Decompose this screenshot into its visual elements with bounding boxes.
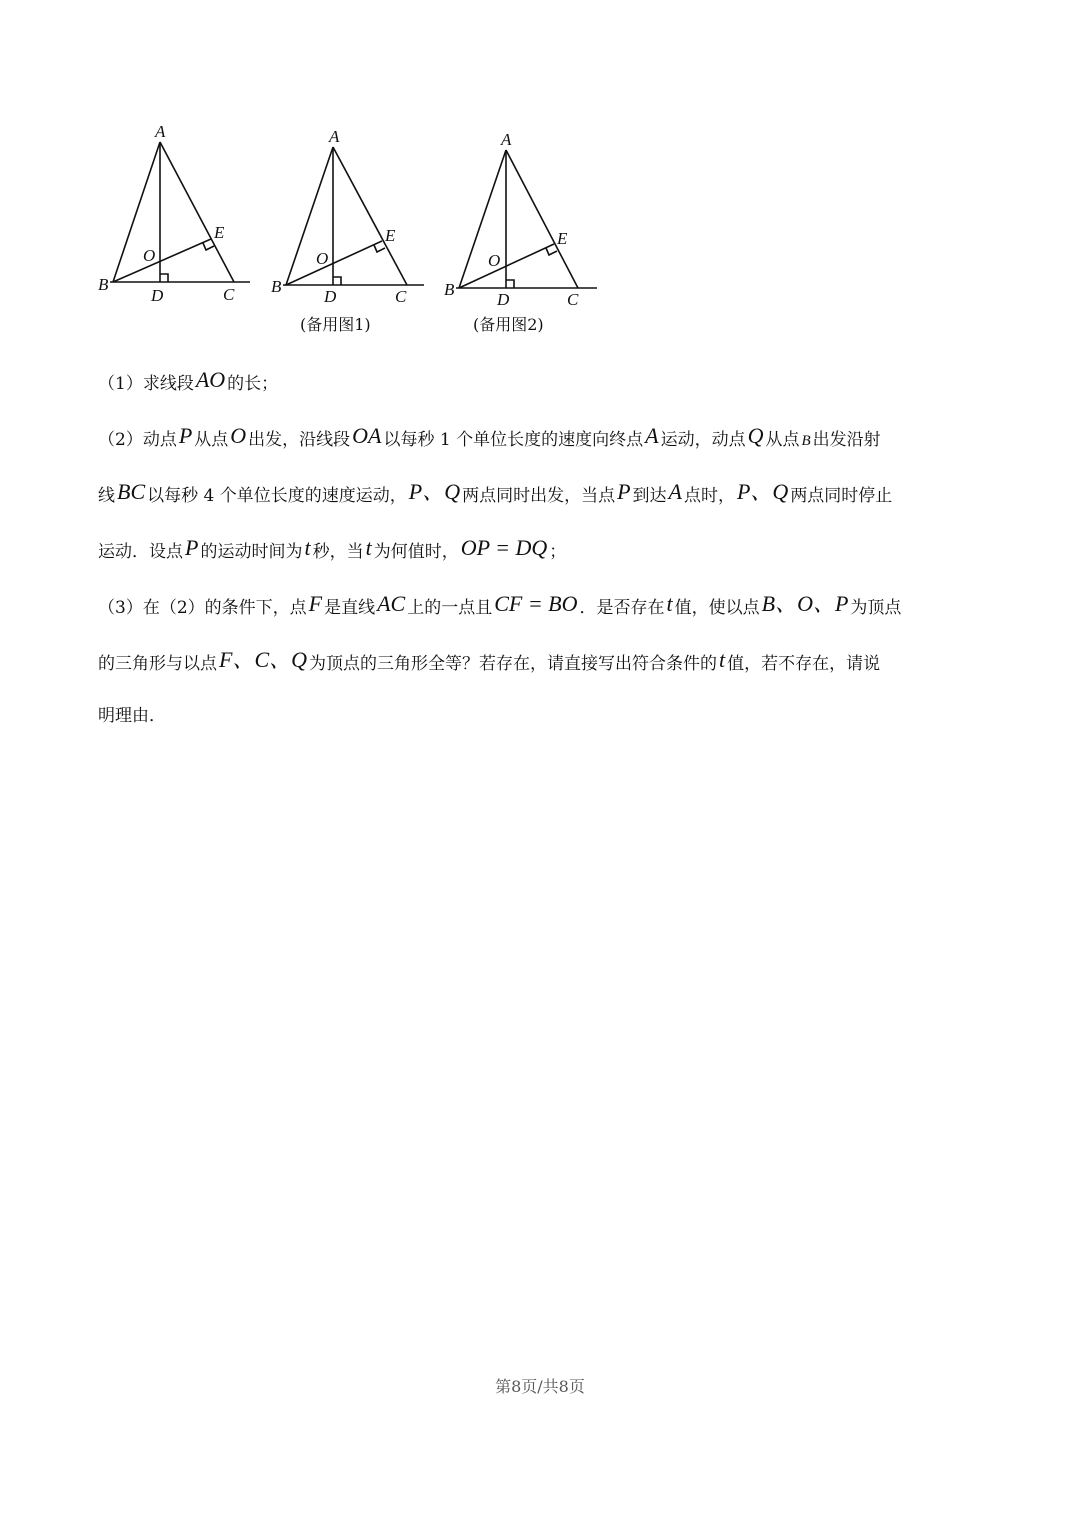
q3-text: 值，若不存在，请说 bbox=[727, 654, 881, 674]
q1-text: 的长； bbox=[227, 374, 279, 394]
math-OP-eq-DQ: OP = DQ bbox=[460, 535, 548, 560]
q3-text: ．是否存在 bbox=[579, 598, 665, 618]
math-P: P bbox=[617, 479, 631, 504]
label-A: A bbox=[329, 127, 340, 146]
math-P: P bbox=[178, 423, 193, 448]
question-1 bbox=[98, 352, 988, 408]
math-t: t bbox=[365, 535, 372, 560]
math-F: F bbox=[308, 591, 323, 616]
math-FCQ: F、C、Q bbox=[219, 647, 308, 672]
q2-text: 点时， bbox=[683, 486, 735, 506]
q2-text: 以每秒 4 个单位长度的速度运动， bbox=[147, 486, 407, 506]
q2-text: 两点同时停止 bbox=[790, 486, 893, 506]
label-B: B bbox=[271, 277, 282, 296]
triangle-figure-spare-1 bbox=[283, 147, 424, 285]
triangle-figures bbox=[90, 120, 610, 350]
question-2-line-1 bbox=[98, 408, 988, 464]
question-3-line-2 bbox=[98, 632, 988, 688]
q3-text: 上的一点且 bbox=[407, 598, 493, 618]
q2-text: 以每秒 1 个单位长度的速度向终点 bbox=[383, 430, 644, 450]
figures-area bbox=[90, 120, 610, 350]
label-C: C bbox=[223, 285, 235, 304]
math-BC: BC bbox=[117, 479, 146, 504]
math-PQ: P、Q bbox=[736, 479, 789, 504]
q3-text: 明理由． bbox=[98, 706, 166, 726]
label-B: B bbox=[98, 275, 109, 294]
figure-main-labels bbox=[98, 122, 235, 305]
math-B: B bbox=[801, 433, 811, 449]
q2-text: 到达 bbox=[632, 486, 667, 506]
math-t: t bbox=[304, 535, 311, 560]
q2-text: 为何值时， bbox=[373, 542, 459, 562]
q2-text: ； bbox=[549, 542, 567, 562]
page-footer: 第8页/共8页 bbox=[495, 1377, 585, 1396]
label-O: O bbox=[316, 249, 329, 268]
q2-text: 线 bbox=[98, 486, 115, 506]
label-B: B bbox=[444, 280, 455, 299]
label-A: A bbox=[155, 122, 166, 141]
label-D: D bbox=[324, 287, 337, 306]
math-A: A bbox=[645, 423, 659, 448]
caption-spare-1: (备用图1) bbox=[300, 315, 371, 334]
math-O: O bbox=[230, 423, 247, 448]
q1-text: （1）求线段 bbox=[98, 374, 194, 394]
q3-text: 值，使以点 bbox=[674, 598, 760, 618]
math-t: t bbox=[719, 647, 726, 672]
math-A: A bbox=[668, 479, 682, 504]
triangle-figure-spare-2 bbox=[456, 150, 597, 288]
label-E: E bbox=[557, 229, 568, 248]
q3-text: 为顶点 bbox=[850, 598, 902, 618]
label-C: C bbox=[567, 290, 579, 309]
q3-text: 是直线 bbox=[324, 598, 376, 618]
q2-text: 从点 bbox=[765, 430, 800, 450]
math-AO: AO bbox=[195, 367, 226, 392]
q2-text: 从点 bbox=[194, 430, 229, 450]
question-2-line-2 bbox=[98, 464, 988, 520]
q2-text: 的运动时间为 bbox=[200, 542, 303, 562]
q3-text: （3）在（2）的条件下，点 bbox=[98, 598, 307, 618]
math-Q: Q bbox=[747, 423, 764, 448]
math-BOP: B、O、P bbox=[761, 591, 849, 616]
q2-text: 运动．设点 bbox=[98, 542, 183, 562]
math-CF-eq-BO: CF = BO bbox=[494, 591, 578, 616]
question-3-line-3 bbox=[98, 688, 988, 744]
caption-spare-2: (备用图2) bbox=[473, 315, 544, 334]
q2-text: 出发沿射 bbox=[812, 430, 881, 450]
q2-text: 秒，当 bbox=[312, 542, 364, 562]
label-O: O bbox=[143, 246, 156, 265]
questions bbox=[98, 352, 988, 744]
math-PQ: P、Q bbox=[408, 479, 461, 504]
math-P: P bbox=[185, 535, 199, 560]
math-t: t bbox=[666, 591, 673, 616]
math-AC: AC bbox=[377, 591, 406, 616]
q3-text: 的三角形与以点 bbox=[98, 654, 217, 674]
question-2-line-3 bbox=[98, 520, 988, 576]
q2-text: 两点同时出发，当点 bbox=[462, 486, 616, 506]
label-E: E bbox=[214, 223, 225, 242]
q2-text: 出发，沿线段 bbox=[248, 430, 351, 450]
label-D: D bbox=[497, 290, 510, 309]
math-OA: OA bbox=[352, 423, 382, 448]
triangle-figure-main bbox=[110, 142, 250, 282]
q2-text: 运动，动点 bbox=[660, 430, 746, 450]
label-D: D bbox=[151, 286, 164, 305]
label-C: C bbox=[395, 287, 407, 306]
question-3-line-1 bbox=[98, 576, 988, 632]
q2-text: （2）动点 bbox=[98, 430, 177, 450]
label-E: E bbox=[385, 226, 396, 245]
q3-text: 为顶点的三角形全等？若存在，请直接写出符合条件的 bbox=[309, 654, 718, 674]
label-A: A bbox=[501, 130, 512, 149]
label-O: O bbox=[488, 251, 501, 270]
